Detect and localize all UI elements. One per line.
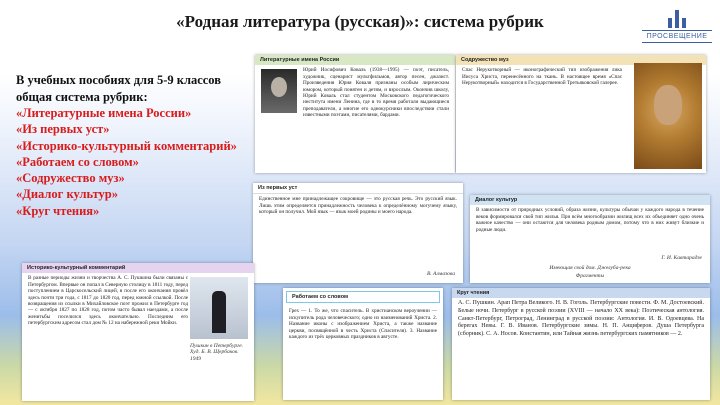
card-header: Круг чтения [452,288,710,298]
rubric-item: «Историко-культурный комментарий» [16,138,237,153]
card-dialog [470,195,710,283]
card-text: В разные периоды жизни и творчества А. С. Пушкина были связаны с Петербургом. Впервые он попал в Северную столицу в 1811 году, перед поступлением в Царскосельский лицей, в после его окончания провёл здесь почти три года, с 1817 до 1820 год, перед южной ссылкой. После возвращения из ссылки в Михайловское поэт прожил в Петербурге год — с октября 1827 по 1828 год, потом часто бывал наездами, а после женитьбы поселился здесь окончательно. Последним его петербургским адресом стал дом № 12 на набережной реки Мойки. [28,275,188,327]
portrait-photo [261,69,297,113]
card-reading-circle [452,288,710,400]
rubric-item: «Литературные имена России» [16,106,192,120]
painting-image [190,277,248,339]
card-header: Содружество муз [456,55,706,65]
card-signature: Г. И. Кавтарадзе [661,255,702,261]
rubric-item: «Круг чтения» [16,203,100,218]
rubric-item: «Содружество муз» [16,171,125,186]
card-caption-fragments: Фрагменты [575,273,605,279]
card-header: Литературные имена России [255,55,455,65]
card-literary-names [255,55,455,173]
rubric-list [16,105,256,219]
card-text: Грех — 1. То же, что спаситель. В христианском вероучении — искупитель рода человеческого; одно из наименований Христа. 2. Название иконы с изображением Христа, а также название церкви, посвящённой в честь Христа (Спасителя). 3. Название каждого из трёх церковных праздников в августе. [289,308,437,341]
logo-text: ПРОСВЕЩЕНИЕ [646,33,708,40]
page-title: «Родная литература (русская)»: система рубрик [176,12,544,31]
card-text: Единственное мне принадлежащее сокровище — это русская речь. Это русский язык. Лишь этим определяется принадлежность человека к определённому могучему языку, который он получил. Мой язык — язык моей родины и моего народа. [259,196,457,216]
publisher-logo [642,8,712,45]
rubric-item: «Из первых уст» [16,122,110,137]
rubric-item: «Диалог культур» [16,187,119,202]
card-header: Из первых уст [253,183,463,194]
card-text: В зависимости от природных условий, образа жизни, культуры обычаи у каждого народа в течение веков формировался свой тип жилья. При всём многообразии жилищ всех их объединяет одно очень важное качество — они остаются для человека родным домом, потому что в них живут близкие и родные люди. [476,207,704,233]
logo-icon [666,8,688,28]
rubric-item: «Работаем со словом» [16,154,139,169]
card-caption: Имеющая свой дом. Джелуба-река [549,265,631,271]
card-text: А. С. Пушкин. Арап Петра Великого. Н. В. Гоголь. Петербургские повести. Ф. М. Достоевский. Белые ночи. Петербург в русской поэзии (XVIII — начало XX века): Поэтическая антология. Санкт-Петербург, Петроград, Ленинград в русской поэзии: Антология. И. В. Одоевцева. На берегах Невы. Г. В. Иванов. Петербургские зимы. Н. П. Анциферов. Душа Петербурга (сборник). С. А. Носов. Константин, или Тайная жизнь петербургских памятников — 2. [458,300,704,337]
card-work-with-word [283,288,443,400]
card-header: Работаем со словом [286,291,440,303]
card-muses [456,55,706,173]
painting-caption: Пушкин в Петербурге. Худ. Б. В. Щербаков. 1949 [190,343,244,362]
card-text: Спас Нерукотворный — иконографический тип изображения лика Иисуса Христа, перенесённого на ткань. В настоящее время «Спас Нерукотворный» находится в Государственной Третьяковской галерее. [462,67,622,87]
card-signature: В. Алмазова [426,270,455,277]
card-header: Историко-культурный комментарий [22,263,254,273]
intro-line: В учебных пособиях для 5-9 классов [16,73,221,87]
card-history [22,263,254,401]
icon-image [634,63,702,169]
card-text: Юрий Иосифович Коваль (1938—1995) — поэт, писатель, художник, сценарист мультфильмов, автор песен, джазист. Произведения Юрия Коваля признаны особым лирическим юмором, который понятен и детям, и взрослым. Окончив школу, Юрий Коваль стал студентом Московского педагогического института имени Ленина, где в то время работали выдающиеся преподаватели, а многие его однокурсники впоследствии стали известными поэтами, писателями, бардами. [303,67,449,119]
card-header: Диалог культур [470,195,710,205]
card-first-words [253,183,463,283]
intro-line: общая система рубрик: [16,89,148,104]
intro-text [16,72,256,105]
